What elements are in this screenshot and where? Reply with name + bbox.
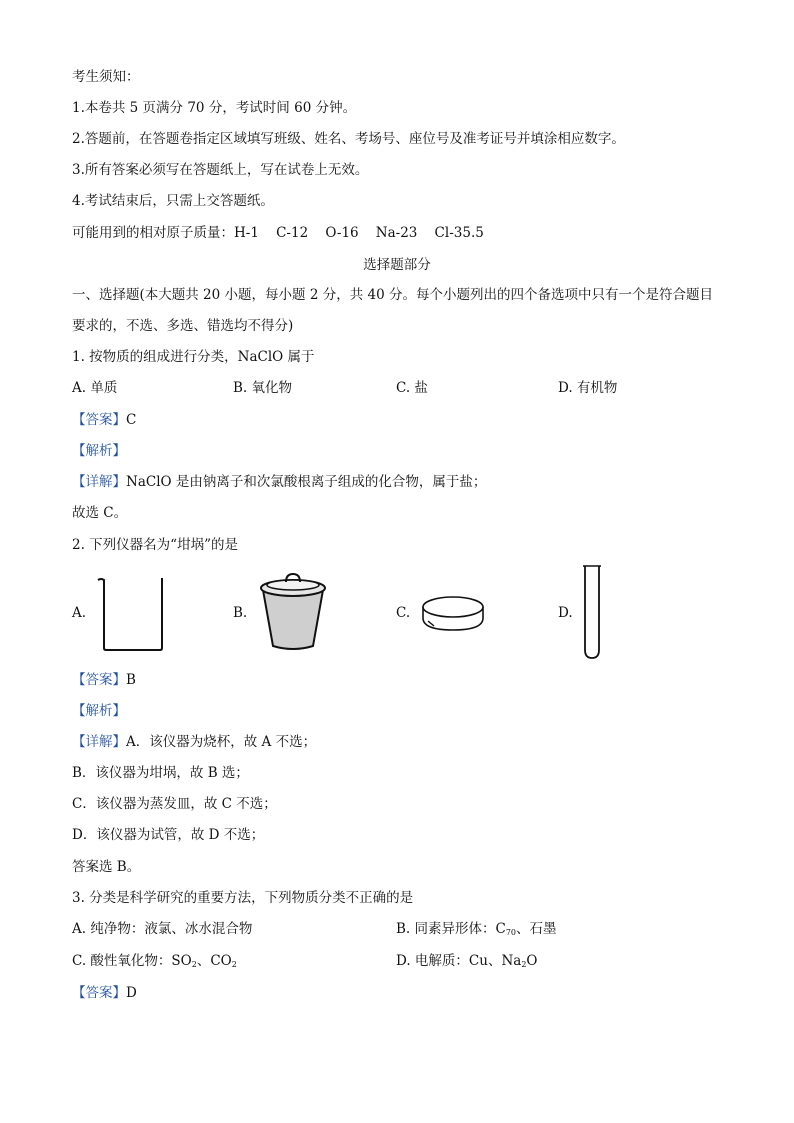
notice-item: 2.答题前，在答题卷指定区域填写班级、姓名、考场号、座位号及准考证号并填涂相应数字。 (72, 131, 625, 147)
q3-option-c-mid: 、CO (196, 953, 232, 969)
notice-item: 1.本卷共 5 页满分 70 分，考试时间 60 分钟。 (72, 100, 357, 116)
answer-value: B (126, 672, 136, 688)
q1-option-b: B. 氧化物 (233, 380, 293, 396)
q3-option-c-sub: 2 (231, 960, 237, 969)
section-intro-line: 要求的，不选、多选、错选均不得分) (72, 318, 294, 334)
test-tube-image (580, 562, 604, 662)
answer-tag: 【答案】 (72, 412, 126, 428)
section-title: 选择题部分 (363, 257, 431, 273)
q1-option-c: C. 盐 (396, 380, 428, 396)
q2-analysis-tag (72, 702, 126, 720)
q3-option-d-suffix: O (526, 953, 538, 969)
atomic-masses: 可能用到的相对原子质量：H-1 C-12 O-16 Na-23 Cl-35.5 (72, 225, 484, 241)
q2-answer (72, 671, 136, 689)
answer-value: D (126, 985, 137, 1001)
q2-conclusion: 答案选 B。 (72, 859, 141, 875)
q1-stem: 1. 按物质的组成进行分类，NaClO 属于 (72, 349, 315, 365)
detail-text: NaClO 是由钠离子和次氯酸根离子组成的化合物，属于盐； (126, 474, 487, 490)
q2-option-d-label: D. (558, 605, 573, 621)
q2-option-b-label: B. (233, 605, 248, 621)
q3-option-d (396, 952, 537, 974)
crucible-image (255, 570, 331, 652)
notice-title: 考生须知： (72, 69, 140, 85)
q3-option-b-sub: 70 (505, 928, 517, 937)
q2-detail-line: D．该仪器为试管，故 D 不选； (72, 827, 265, 843)
detail-tag: 【详解】 (72, 474, 126, 490)
notice-item: 4.考试结束后，只需上交答题纸。 (72, 193, 274, 209)
answer-tag: 【答案】 (72, 985, 126, 1001)
q3-option-a: A. 纯净物：液氯、冰水混合物 (72, 921, 253, 937)
evaporating-dish-image (420, 594, 486, 636)
q1-answer (72, 411, 136, 429)
q1-conclusion: 故选 C。 (72, 505, 128, 521)
q3-option-b-suffix: 、石墨 (516, 921, 557, 937)
q1-detail (72, 473, 486, 491)
analysis-tag: 【解析】 (72, 703, 126, 719)
answer-tag: 【答案】 (72, 672, 126, 688)
q3-stem: 3. 分类是科学研究的重要方法，下列物质分类不正确的是 (72, 890, 414, 906)
beaker-image (96, 574, 168, 654)
q3-option-d-sub: 2 (521, 960, 527, 969)
analysis-tag: 【解析】 (72, 443, 126, 459)
q1-option-d: D. 有机物 (558, 380, 618, 396)
q2-option-a-label: A. (72, 605, 87, 621)
section-intro-line: 一、选择题(本大题共 20 小题，每小题 2 分，共 40 分。每个小题列出的四个备选项中只有一个是符合题目 (72, 287, 713, 303)
q1-option-a: A. 单质 (72, 380, 118, 396)
q1-analysis-tag (72, 442, 126, 460)
q2-detail-line: B．该仪器为坩埚，故 B 选； (72, 765, 249, 781)
q2-option-c-label: C. (396, 605, 411, 621)
q2-stem: 2. 下列仪器名为“坩埚”的是 (72, 537, 238, 553)
answer-value: C (126, 412, 137, 428)
q3-option-c-sub: 2 (191, 960, 197, 969)
q3-option-d-text: D. 电解质：Cu、Na (396, 953, 522, 969)
q2-detail (72, 733, 316, 751)
detail-tag: 【详解】 (72, 734, 126, 750)
q2-detail-line: C．该仪器为蒸发皿，故 C 不选； (72, 796, 277, 812)
q3-option-b-text: B. 同素异形体：C (396, 921, 506, 937)
q3-option-b (396, 920, 557, 942)
q3-option-c (72, 952, 237, 974)
detail-text: A．该仪器为烧杯，故 A 不选； (126, 734, 317, 750)
q3-answer (72, 984, 137, 1002)
q3-option-c-text: C. 酸性氧化物：SO (72, 953, 192, 969)
notice-item: 3.所有答案必须写在答题纸上，写在试卷上无效。 (72, 162, 369, 178)
